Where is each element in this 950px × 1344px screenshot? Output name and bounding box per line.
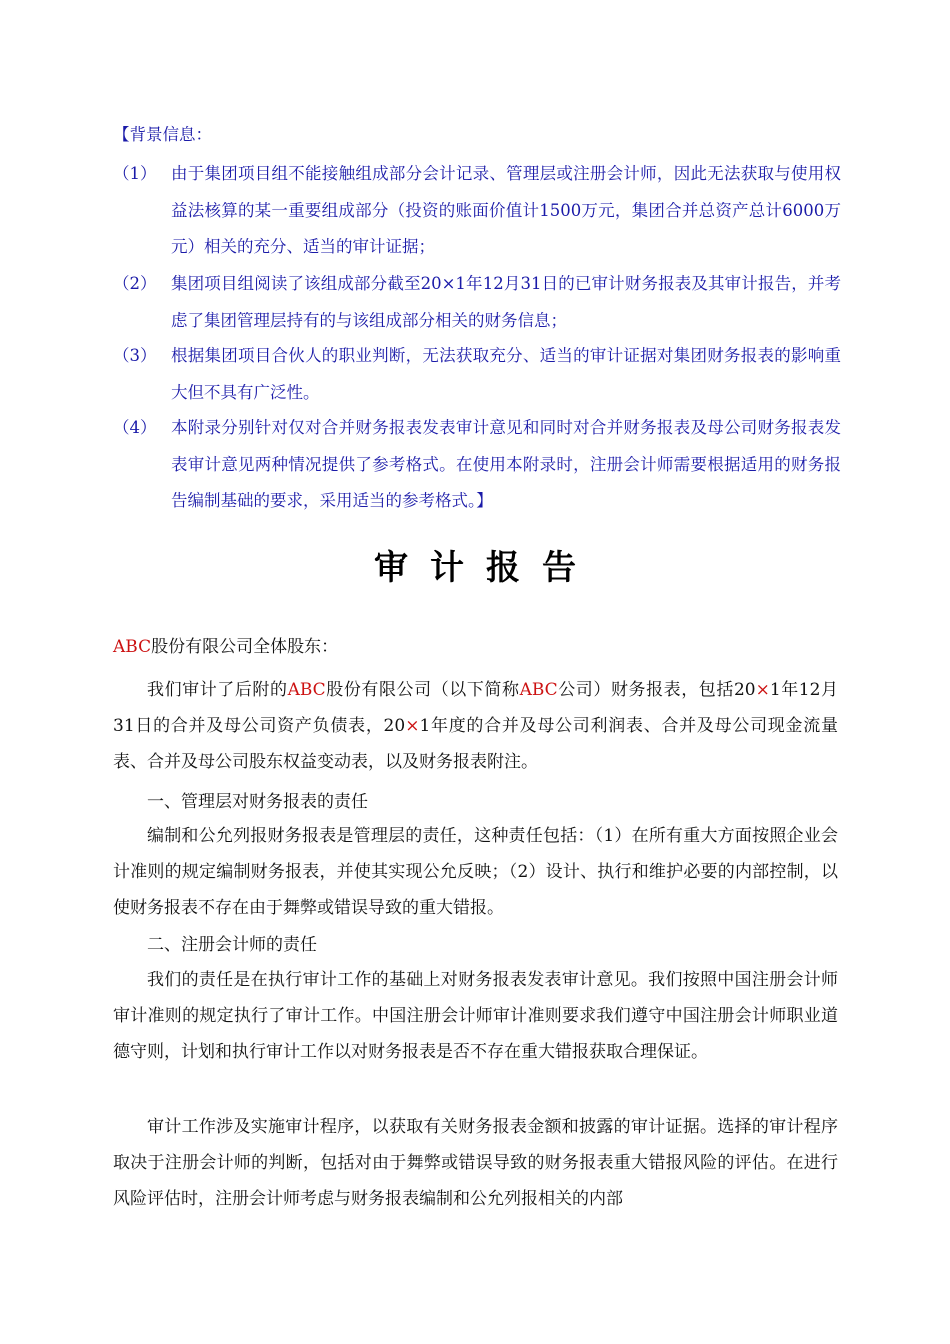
item-text: 根据集团项目合伙人的职业判断，无法获取充分、适当的审计证据对集团财务报表的影响重大但不具有广泛性。 [171,346,841,402]
intro-year-mark-2: × [405,716,420,736]
item-number: （2） [113,274,157,293]
section-1-text: 编制和公允列报财务报表是管理层的责任，这种责任包括：（1）在所有重大方面按照企业会计准则的规定编制财务报表，并使其实现公允反映；（2）设计、执行和维护必要的内部控制，以使财务报表不存在由于舞弊或错误导致的重大错报。 [113,826,838,918]
intro-paragraph [113,672,838,780]
item-number: （1） [113,164,157,183]
section-2-text-2: 审计工作涉及实施审计程序，以获取有关财务报表金额和披露的审计证据。选择的审计程序取决于注册会计师的判断，包括对由于舞弊或错误导致的财务报表重大错报风险的评估。在进行风险评估时，注册会计师考虑与财务报表编制和公允列报相关的内部 [113,1117,838,1209]
background-heading: 【背景信息： [113,125,212,144]
intro-text-2: 股份有限公司（以下简称 [325,680,520,700]
intro-text-4: 1年12月31日的合并及母公司资产负债表，20 [113,680,839,736]
addressee-company-code: ABC [113,637,152,657]
item-text: 由于集团项目组不能接触组成部分会计记录、管理层或注册会计师，因此无法获取与使用权益法核算的某一重要组成部分（投资的账面价值计1500万元，集团合并总资产总计6000万元）相关的充分、适当的审计证据； [171,164,841,256]
intro-text-1: 我们审计了后附的 [147,680,288,700]
intro-text-5: 1年度的合并及母公司利润表、合并及母公司现金流量表、合并及母公司股东权益变动表，以及财务报表附注。 [113,716,838,772]
intro-company-code-1: ABC [287,680,326,700]
addressee [113,632,838,662]
addressee-text: 股份有限公司全体股东： [151,637,339,657]
section-2-text-1: 我们的责任是在执行审计工作的基础上对财务报表发表审计意见。我们按照中国注册会计师审计准则的规定执行了审计工作。中国注册会计师审计准则要求我们遵守中国注册会计师职业道德守则，计划和执行审计工作以对财务报表是否不存在重大错报获取合理保证。 [113,970,838,1062]
section-1-title: 一、管理层对财务报表的责任 [147,792,368,812]
item-number: （4） [113,418,157,437]
item-text: 本附录分别针对仅对合并财务报表发表审计意见和同时对合并财务报表及母公司财务报表发表审计意见两种情况提供了参考格式。在使用本附录时，注册会计师需要根据适用的财务报告编制基础的要求，采用适当的参考格式。】 [171,418,841,510]
intro-company-code-2: ABC [519,680,558,700]
intro-text-3: 公司）财务报表，包括20 [557,680,756,700]
intro-year-mark-1: × [755,680,770,700]
report-title: 审计报告 [374,548,598,588]
section-2-title: 二、注册会计师的责任 [147,935,317,955]
item-number: （3） [113,346,157,365]
item-text: 集团项目组阅读了该组成部分截至20×1年12月31日的已审计财务报表及其审计报告，并考虑了集团管理层持有的与该组成部分相关的财务信息； [171,274,841,330]
